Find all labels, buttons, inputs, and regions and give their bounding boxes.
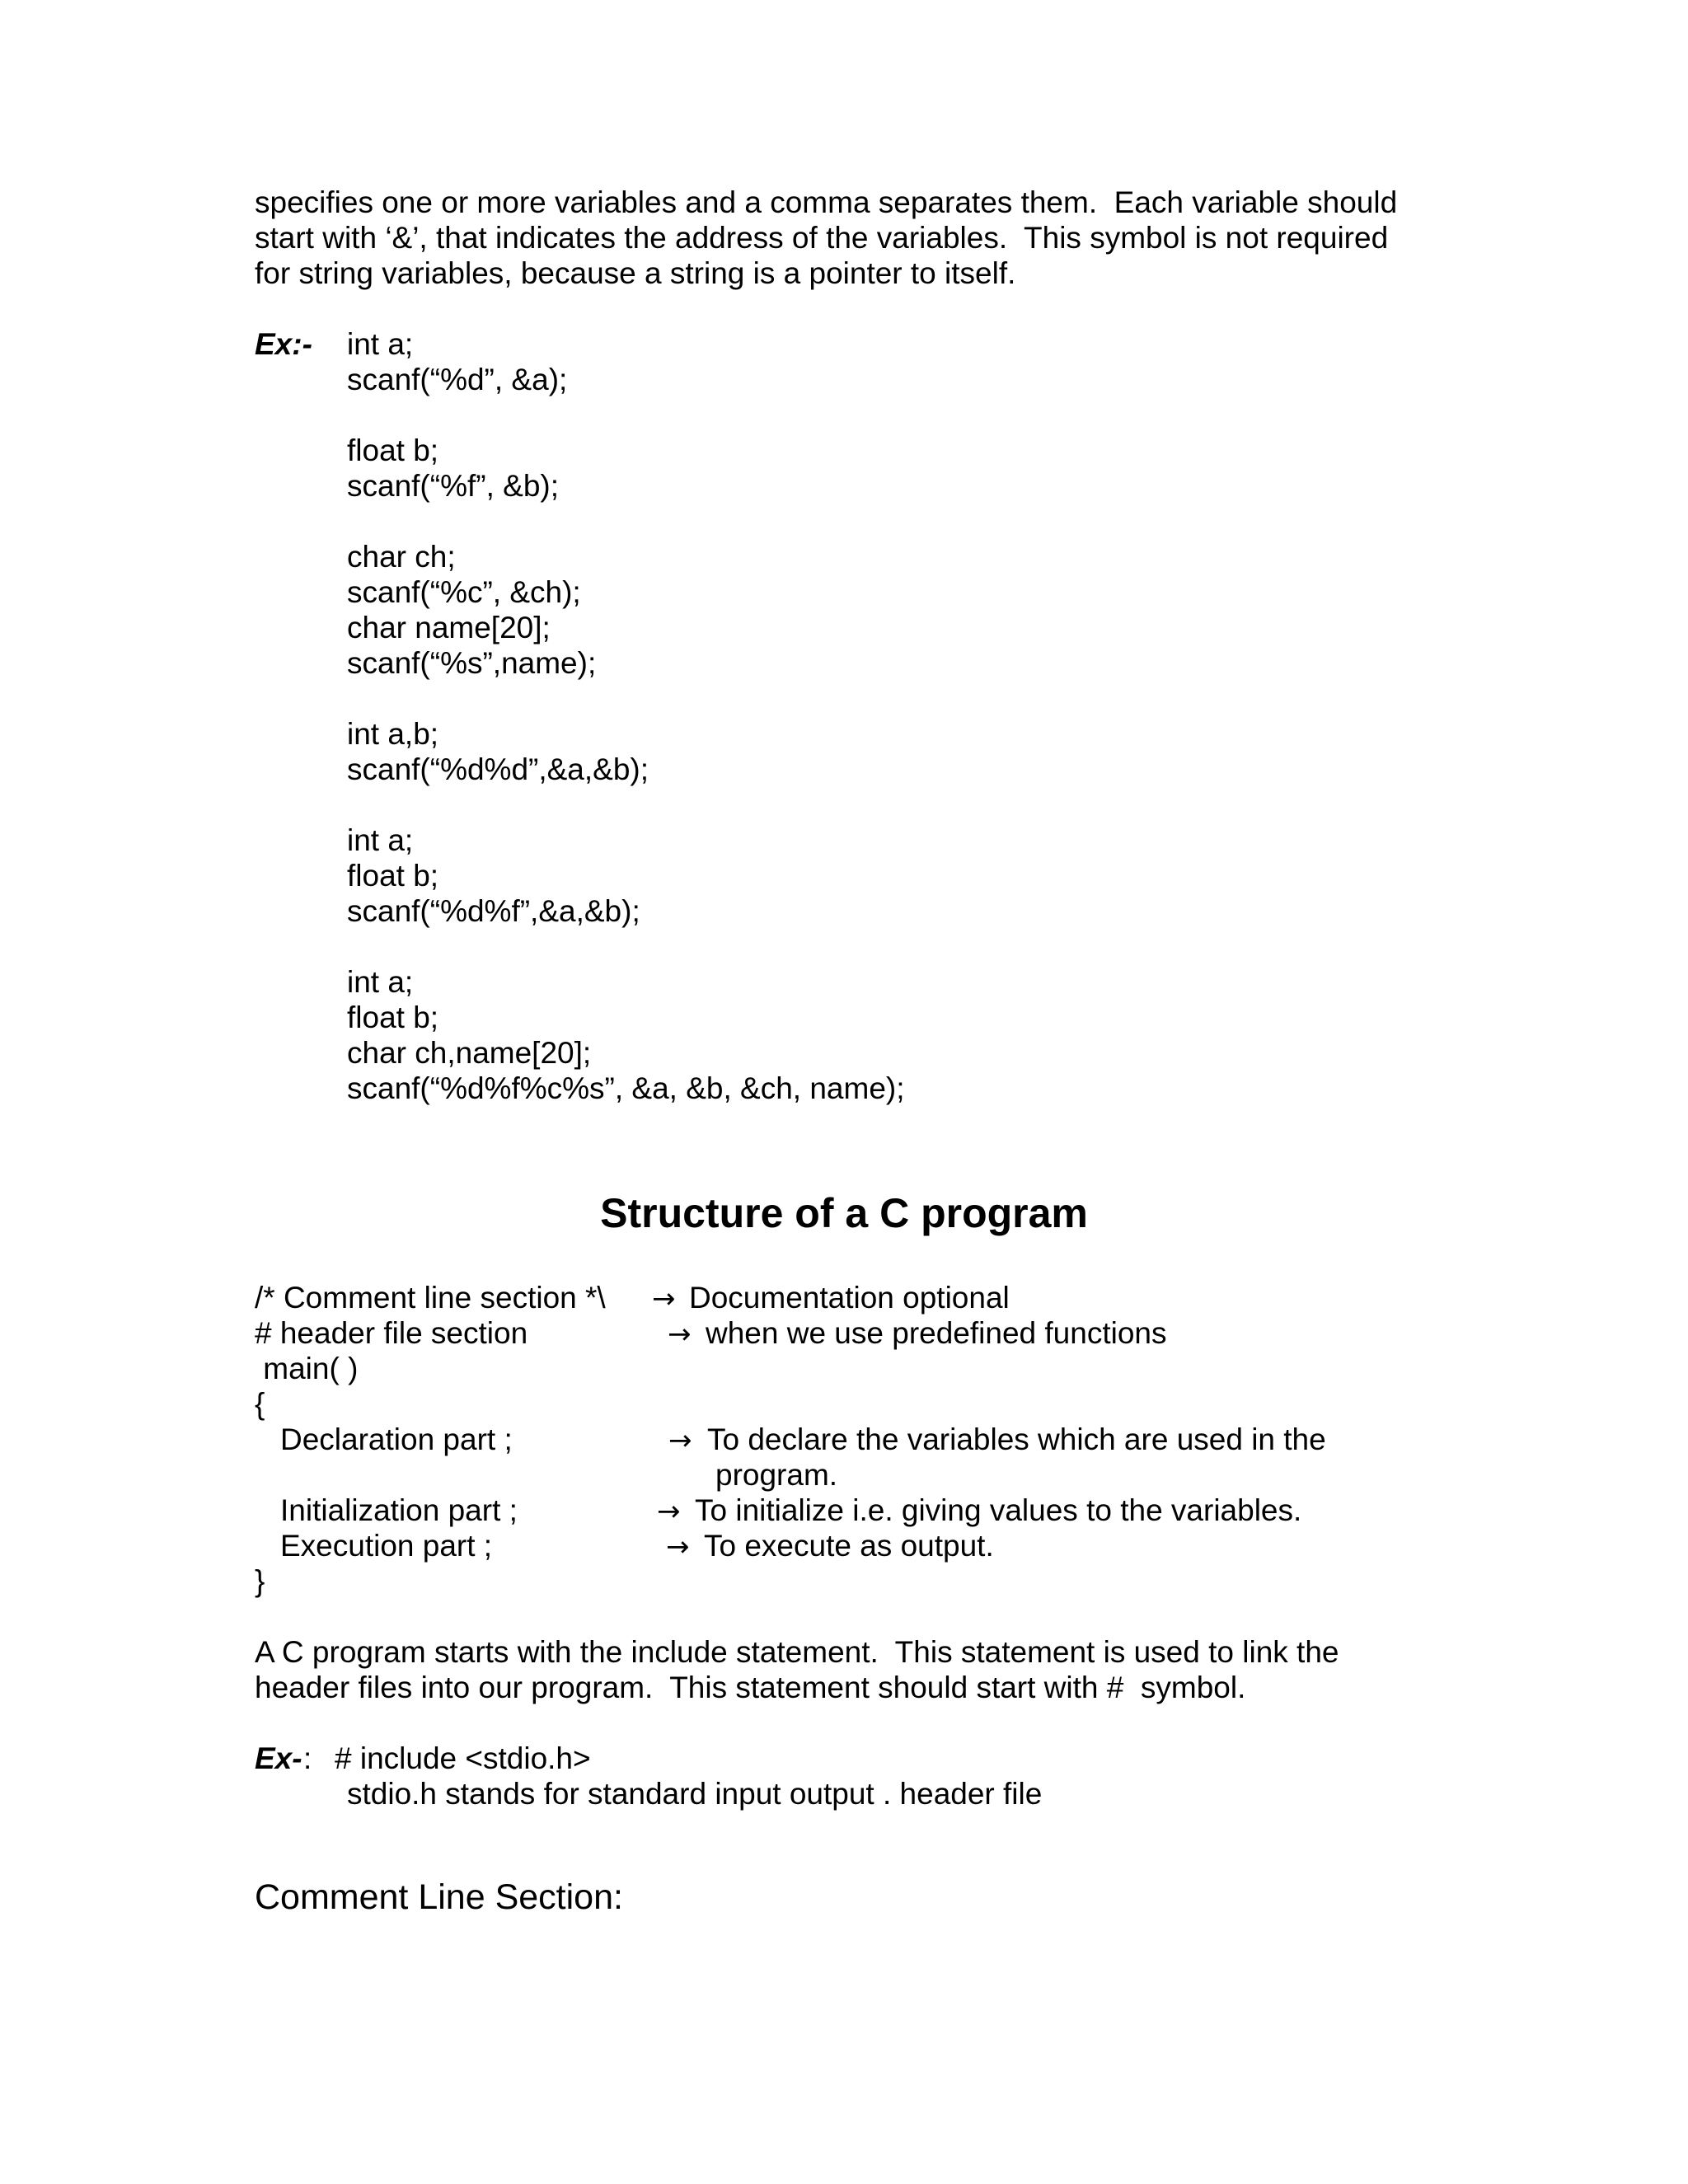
- include-para-line-2: header files into our program. This statement should start with # symbol.: [255, 1671, 1246, 1704]
- section-title: Structure of a C program: [600, 1190, 1088, 1236]
- code-line: char ch,name[20];: [347, 1036, 592, 1070]
- structure-left: Declaration part ;: [280, 1422, 513, 1456]
- structure-right: To initialize i.e. giving values to the variables.: [695, 1493, 1302, 1527]
- structure-right: To declare the variables which are used in the: [707, 1422, 1326, 1456]
- code-line: scanf(“%d%f”,&a,&b);: [347, 894, 640, 928]
- arrow-icon: →: [668, 1424, 692, 1457]
- example-label: Ex-: [255, 1741, 302, 1775]
- structure-right: when we use predefined functions: [706, 1316, 1167, 1350]
- structure-left: Initialization part ;: [280, 1493, 518, 1527]
- intro-line-2: start with ‘&’, that indicates the address of the variables. This symbol is not required: [255, 221, 1389, 255]
- code-line: int a;: [347, 327, 414, 361]
- structure-left: }: [255, 1564, 265, 1598]
- arrow-icon: →: [652, 1282, 676, 1315]
- code-line: int a;: [347, 823, 414, 857]
- code-line: scanf(“%c”, &ch);: [347, 575, 581, 609]
- include-para-line-1: A C program starts with the include statement. This statement is used to link the: [255, 1635, 1339, 1669]
- code-line: char name[20];: [347, 611, 551, 644]
- code-line: float b;: [347, 859, 439, 893]
- arrow-icon: →: [668, 1318, 692, 1351]
- code-line: scanf(“%f”, &b);: [347, 469, 559, 503]
- code-line: int a,b;: [347, 717, 439, 751]
- code-line: int a;: [347, 965, 414, 999]
- structure-left: {: [255, 1387, 265, 1421]
- code-line: # include <stdio.h>: [335, 1741, 591, 1775]
- arrow-icon: →: [666, 1530, 690, 1563]
- intro-line-1: specifies one or more variables and a comma separates them. Each variable should: [255, 185, 1398, 219]
- structure-left: /* Comment line section *\: [255, 1281, 606, 1315]
- code-line: scanf(“%d%f%c%s”, &a, &b, &ch, name);: [347, 1071, 905, 1105]
- code-line: scanf(“%d%d”,&a,&b);: [347, 752, 649, 786]
- code-line: float b;: [347, 434, 439, 467]
- structure-right: To execute as output.: [704, 1529, 994, 1563]
- arrow-icon: →: [657, 1495, 681, 1528]
- structure-left: main( ): [255, 1352, 359, 1385]
- structure-right: Documentation optional: [689, 1281, 1010, 1315]
- code-line: float b;: [347, 1001, 439, 1034]
- example-colon: :: [303, 1741, 312, 1775]
- intro-line-3: for string variables, because a string is a pointer to itself.: [255, 256, 1016, 290]
- structure-right-cont: program.: [715, 1458, 838, 1492]
- code-line: scanf(“%d”, &a);: [347, 363, 568, 396]
- code-line: char ch;: [347, 540, 456, 574]
- example-label: Ex:-: [255, 327, 312, 361]
- example-note: stdio.h stands for standard input output . header file: [347, 1777, 1043, 1811]
- structure-left: # header file section: [255, 1316, 528, 1350]
- structure-left: Execution part ;: [280, 1529, 493, 1563]
- code-line: scanf(“%s”,name);: [347, 646, 597, 680]
- comment-section-heading: Comment Line Section:: [255, 1877, 623, 1917]
